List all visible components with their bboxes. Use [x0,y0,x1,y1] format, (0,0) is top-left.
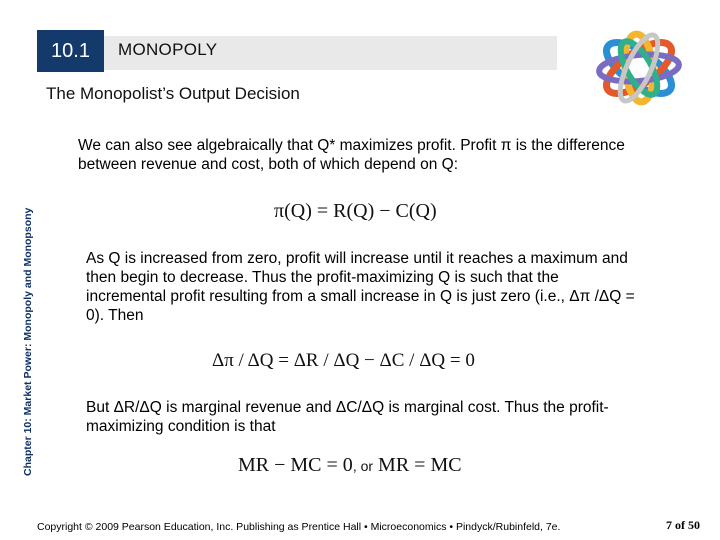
paragraph-profit-definition: We can also see algebraically that Q* maximizes profit. Profit π is the difference between revenue and cost, both of which depend on Q: [78,137,625,173]
formula-incremental-profit: Δπ / ΔQ = ΔR / ΔQ − ΔC / ΔQ = 0 [212,350,475,371]
chapter-side-label: Chapter 10: Market Power: Monopoly and Monopsony [22,207,34,476]
formula-joiner: , or [352,458,374,474]
page-number: 7 of 50 [666,518,700,532]
section-title: MONOPOLY [118,40,218,59]
formula-mr-mc [238,454,462,477]
slide-subtitle: The Monopolist’s Output Decision [46,84,300,103]
header-band [37,36,557,70]
paragraph-marginal-condition: But ΔR/ΔQ is marginal revenue and ΔC/ΔQ is marginal cost. Thus the profit-maximizing condition is that [86,399,609,435]
footer-copyright: Copyright © 2009 Pearson Education, Inc. Publishing as Prentice Hall • Microeconomics • Pindyck/Rubinfeld, 7e. [37,521,561,533]
formula-mr-minus-mc: MR − MC = 0 [238,454,353,476]
paragraph-profit-maximizing: As Q is increased from zero, profit will increase until it reaches a maximum and then begin to decrease. Thus the profit-maximizing Q is such that the incremental profit resulting from a small increase in Q is just zero (i.e., Δπ /ΔQ = 0). Then [86,250,635,324]
formula-profit: π(Q) = R(Q) − C(Q) [274,200,437,222]
section-number-badge: 10.1 [37,30,104,72]
interlocking-rings-logo [585,18,693,118]
formula-mr-equals-mc: MR = MC [378,454,462,476]
